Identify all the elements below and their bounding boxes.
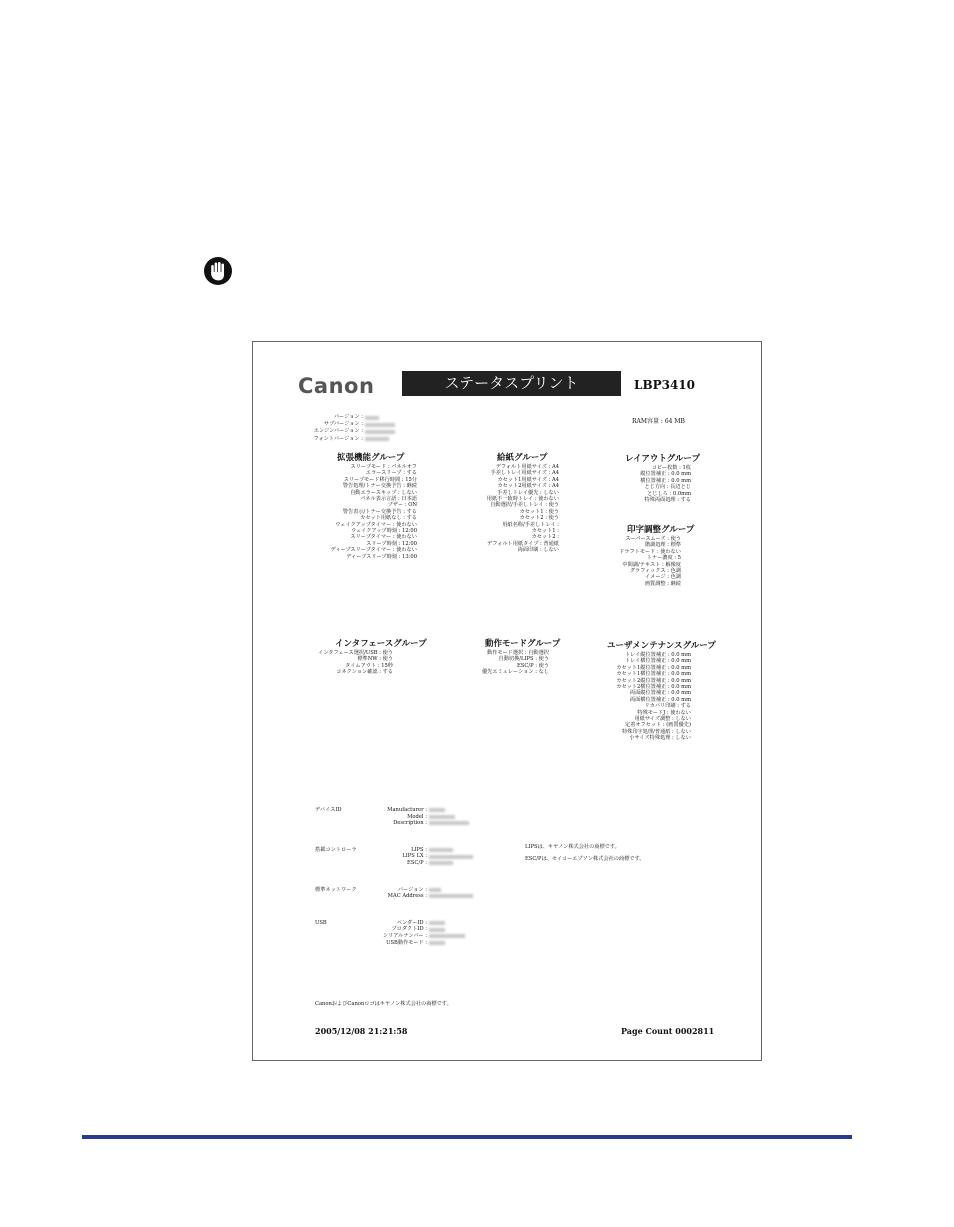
setting-item: コピー枚数 : 1枚	[651, 465, 691, 471]
setting-item: ウェイクアップ時刻 : 12:00	[350, 528, 417, 535]
page-count: Page Count 0002811	[621, 1026, 715, 1036]
setting-item: 標準NW : 使う	[357, 656, 393, 663]
setting-item: 定着オフセット : (画質優先)	[625, 722, 691, 729]
setting-item: カセット2 :	[531, 534, 559, 541]
setting-item: タイムアウト : 15秒	[345, 662, 393, 669]
version-block	[293, 414, 395, 443]
setting-item: 自動切換/LIPS : 使う	[498, 656, 549, 663]
setting-item: 警告処理/トナー交換予告 : 継続	[342, 483, 417, 490]
setting-item: 小サイズ特殊処理 : しない	[629, 735, 691, 742]
info-row: LIPS :	[355, 847, 473, 854]
setting-item: デフォルト用紙タイプ : 普通紙	[487, 540, 559, 547]
info-row: LIPS LX :	[355, 853, 473, 860]
setting-item: カセット1横位置補正 : 0.0 mm	[616, 671, 691, 678]
setting-item: 特殊両面処理 : する	[644, 497, 691, 504]
group-extended-functions	[289, 453, 417, 560]
lips-trademark-note: LIPSは、キヤノン株式会社の商標です。	[525, 844, 620, 850]
group-paper-feed	[449, 453, 559, 554]
setting-item: ウェイクアップタイマー : 使わない	[335, 521, 417, 528]
footer-rule	[82, 1135, 852, 1139]
section-title: 標準ネットワーク	[315, 886, 357, 893]
setting-item: 用紙名称/手差しトレイ :	[502, 521, 559, 528]
setting-item: ブザー : ON	[387, 502, 417, 509]
canon-logo: Canon	[298, 374, 375, 398]
group-title: レイアウトグループ	[625, 454, 700, 464]
setting-item: 画質調整 : 継続	[644, 580, 681, 587]
info-row: MAC Address :	[355, 893, 473, 900]
info-row: USB動作モード :	[355, 940, 473, 947]
sheet-title: ステータスプリント	[402, 371, 621, 396]
group-print-adjust	[605, 525, 705, 587]
version-row: サブバージョン :	[293, 421, 395, 428]
print-datetime: 2005/12/08 21:21:58	[315, 1026, 408, 1036]
setting-item: コネクション確認 : する	[336, 669, 393, 676]
group-title: 給紙グループ	[497, 453, 548, 463]
setting-item: 両面横位置補正 : 0.0 mm	[629, 696, 691, 703]
setting-item: ディープスリープタイマー : 使わない	[330, 547, 417, 554]
group-title: 拡張機能グループ	[337, 453, 405, 463]
setting-item: 動作モード選択 : 自動選択	[487, 650, 549, 656]
setting-item: カセット1縦位置補正 : 0.0 mm	[616, 664, 691, 671]
setting-item: トレイ横位置補正 : 0.0 mm	[624, 658, 691, 665]
setting-item: 自動エラースキップ : しない	[350, 489, 417, 496]
setting-item: トナー濃度 : 5	[646, 555, 681, 562]
info-row: Model :	[355, 814, 473, 821]
setting-item: 自動選択/手差しトレイ : 使う	[490, 502, 559, 509]
setting-item: とじ方向 : 長辺とじ	[644, 484, 691, 491]
setting-item: カセット1 :	[531, 528, 559, 535]
setting-item: イメージ : 色調	[644, 574, 681, 581]
setting-item: 両面印刷 : しない	[517, 547, 559, 554]
setting-item: スリープモード移行時間 : 15分	[343, 476, 417, 483]
setting-item: 手差しトレイ優先 : しない	[497, 489, 559, 496]
group-user-maintenance	[591, 641, 741, 742]
setting-item: とじしろ : 0.0mm	[647, 490, 691, 497]
escp-trademark-note: ESC/Pは、セイコーエプソン株式会社の商標です。	[525, 856, 645, 862]
printer-model: LBP3410	[634, 378, 696, 392]
device-info	[315, 807, 473, 966]
info-row: プロダクトID :	[355, 926, 473, 933]
setting-item: 用紙サイズ調整 : しない	[634, 716, 691, 723]
setting-item: 両面縦位置補正 : 0.0 mm	[629, 690, 691, 697]
setting-item: デフォルト用紙サイズ : A4	[495, 464, 559, 470]
setting-item: 用紙不一致時トレイ : 使わない	[486, 496, 559, 503]
group-title: 印字調整グループ	[627, 525, 695, 535]
setting-item: 中間調/テキスト : 解像度	[622, 561, 681, 568]
setting-item: パネル表示言語 : 日本語	[360, 496, 417, 503]
group-title: インタフェースグループ	[335, 639, 427, 649]
group-interface	[297, 639, 427, 676]
group-operation-mode	[457, 639, 567, 676]
setting-item: 横位置補正 : 0.0 mm	[640, 477, 691, 484]
setting-item: 優先エミュレーション : なし	[482, 669, 549, 676]
group-title: 動作モードグループ	[485, 639, 561, 649]
canon-trademark-note: CanonおよびCanonロゴはキヤノン株式会社の商標です。	[315, 1001, 452, 1007]
setting-item: リカバリ印刷 : する	[644, 703, 691, 710]
setting-item: 特殊モードJ : 使わない	[637, 709, 691, 716]
setting-item: カセット1用紙サイズ : A4	[497, 476, 559, 483]
stop-hand-icon	[203, 256, 233, 286]
group-layout	[615, 454, 715, 503]
setting-item: スーパースムーズ : 使う	[625, 536, 681, 542]
setting-item: 特殊印字処理/普通紙 : しない	[621, 728, 691, 735]
setting-item: カセット1 : 使う	[519, 508, 559, 515]
status-print-sheet	[252, 341, 762, 1061]
setting-item: スリープタイマー : 使わない	[350, 534, 417, 541]
info-row: ESC/P :	[355, 860, 473, 867]
device-section	[315, 887, 473, 900]
setting-item: 階調処理 : 標準	[644, 542, 681, 549]
info-row: バージョン :	[355, 887, 473, 894]
setting-item: ドラフトモード : 使わない	[619, 548, 681, 555]
setting-item: ESC/P : 使う	[517, 662, 549, 669]
setting-item: 警告表示/トナー交換予告 : する	[342, 508, 417, 515]
version-row: フォントバージョン :	[293, 436, 395, 443]
device-section	[315, 807, 473, 827]
setting-item: カセット2縦位置補正 : 0.0 mm	[616, 677, 691, 684]
setting-item: スリープ時刻 : 12:00	[366, 540, 417, 547]
version-row: バージョン :	[293, 414, 395, 421]
setting-item: エラースリープ : する	[365, 470, 417, 477]
setting-item: カセット2 : 使う	[519, 515, 559, 522]
group-title: ユーザメンテナンスグループ	[607, 641, 716, 651]
version-row: エンジンバージョン :	[293, 428, 395, 435]
setting-item: カセット2横位置補正 : 0.0 mm	[616, 684, 691, 691]
info-row: シリアルナンバー :	[355, 933, 473, 940]
setting-item: トレイ縦位置補正 : 0.0 mm	[624, 652, 691, 658]
setting-item: インタフェース選択/USB : 使う	[318, 650, 393, 656]
device-section	[315, 847, 473, 867]
section-title: 搭載コントローラ	[315, 846, 357, 853]
info-row: ベンダーID :	[355, 920, 473, 927]
setting-item: スリープモード : パネルオフ	[350, 464, 417, 470]
section-title: デバイスID	[315, 807, 342, 813]
setting-item: カセット2用紙サイズ : A4	[497, 483, 559, 490]
ram-capacity: RAM容量 : 64 MB	[632, 418, 685, 425]
info-row: Description :	[355, 820, 473, 827]
setting-item: 手差しトレイ用紙サイズ : A4	[490, 470, 559, 477]
setting-item: カセット用紙なし : する	[360, 515, 417, 522]
info-row: Manufacturer :	[355, 807, 473, 814]
section-title: USB	[315, 919, 327, 926]
setting-item: グラフィックス : 色調	[629, 568, 681, 575]
device-section	[315, 920, 473, 946]
setting-item: ディープスリープ時刻 : 13:00	[346, 553, 417, 560]
setting-item: 縦位置補正 : 0.0 mm	[640, 471, 691, 478]
